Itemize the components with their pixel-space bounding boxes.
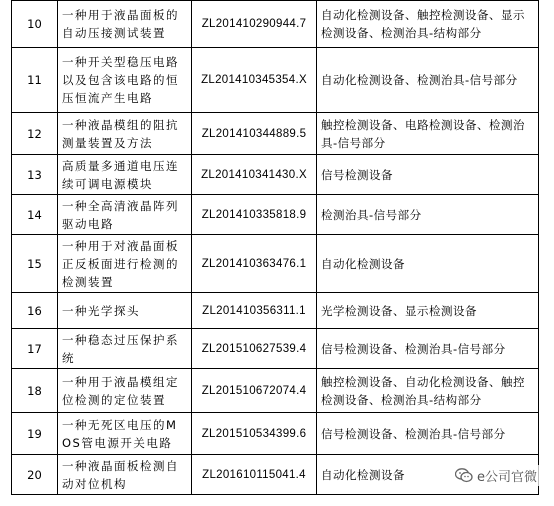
table-row <box>12 413 539 455</box>
table-row <box>12 113 539 155</box>
row-number: 12 <box>12 113 58 155</box>
patent-number: ZL201410341430.X <box>192 155 317 195</box>
row-number: 13 <box>12 155 58 195</box>
row-number: 11 <box>12 48 58 113</box>
patent-number: ZL201410290944.7 <box>192 1 317 48</box>
table-row <box>12 235 539 293</box>
table-row <box>12 369 539 413</box>
patent-name: 高质量多通道电压连续可调电源模块 <box>58 155 192 195</box>
table-row <box>12 329 539 369</box>
patent-name: 一种用于对液晶面板正反板面进行检测的检测装置 <box>58 235 192 293</box>
row-number: 14 <box>12 195 58 235</box>
row-number: 18 <box>12 369 58 413</box>
table-row <box>12 293 539 329</box>
product-category: 光学检测设备、显示检测设备 <box>317 293 539 329</box>
patent-name: 一种用于液晶模组定位检测的定位装置 <box>58 369 192 413</box>
row-number: 17 <box>12 329 58 369</box>
product-category: 信号检测设备、检测治具-信号部分 <box>317 413 539 455</box>
patent-number: ZL201510534399.6 <box>192 413 317 455</box>
product-category: 自动化检测设备 <box>317 455 539 495</box>
watermark <box>452 465 540 486</box>
patent-number: ZL201410356311.1 <box>192 293 317 329</box>
patent-name: 一种用于液晶面板的自动压接测试装置 <box>58 1 192 48</box>
patent-number: ZL201510627539.4 <box>192 329 317 369</box>
patent-name: 一种无死区电压的MOS管电源开关电路 <box>58 413 192 455</box>
wechat-icon <box>455 468 473 483</box>
table-row <box>12 48 539 113</box>
patent-name: 一种液晶面板检测自动对位机构 <box>58 455 192 495</box>
row-number: 16 <box>12 293 58 329</box>
patent-table <box>11 0 539 495</box>
row-number: 10 <box>12 1 58 48</box>
patent-name: 一种开关型稳压电路以及包含该电路的恒压恒流产生电路 <box>58 48 192 113</box>
row-number: 20 <box>12 455 58 495</box>
product-category: 自动化检测设备 <box>317 235 539 293</box>
patent-number: ZL201410345354.X <box>192 48 317 113</box>
patent-name: 一种稳态过压保护系统 <box>58 329 192 369</box>
patent-number: ZL201410344889.5 <box>192 113 317 155</box>
product-category: 信号检测设备、检测治具-信号部分 <box>317 329 539 369</box>
table-row <box>12 1 539 48</box>
patent-name: 一种光学探头 <box>58 293 192 329</box>
patent-name: 一种全高清液晶阵列驱动电路 <box>58 195 192 235</box>
table-row <box>12 155 539 195</box>
patent-number: ZL201510672074.4 <box>192 369 317 413</box>
watermark-text: e公司官微 <box>477 470 537 485</box>
patent-number: ZL201410363476.1 <box>192 235 317 293</box>
table-row <box>12 195 539 235</box>
product-category: 触控检测设备、电路检测设备、检测治具-信号部分 <box>317 113 539 155</box>
product-category: 自动化检测设备、触控检测设备、显示检测设备、检测治具-结构部分 <box>317 1 539 48</box>
row-number: 19 <box>12 413 58 455</box>
row-number: 15 <box>12 235 58 293</box>
product-category: 信号检测设备 <box>317 155 539 195</box>
patent-number: ZL201410335818.9 <box>192 195 317 235</box>
patent-number: ZL201610115041.4 <box>192 455 317 495</box>
product-category: 自动化检测设备、检测治具-信号部分 <box>317 48 539 113</box>
product-category: 检测治具-信号部分 <box>317 195 539 235</box>
product-category: 触控检测设备、自动化检测设备、触控检测设备、检测治具-结构部分 <box>317 369 539 413</box>
patent-name: 一种液晶模组的阻抗测量装置及方法 <box>58 113 192 155</box>
